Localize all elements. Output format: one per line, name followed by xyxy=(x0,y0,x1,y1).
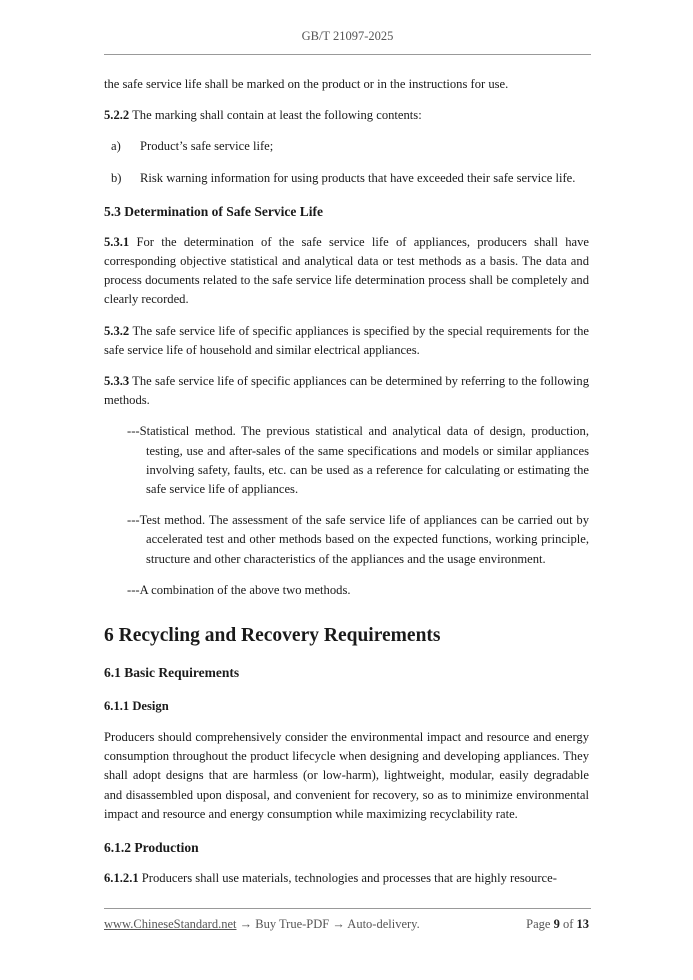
running-header: GB/T 21097-2025 xyxy=(301,29,394,43)
clause-text: Producers shall use materials, technologies and processes that are highly resource- xyxy=(138,871,557,886)
page-indicator xyxy=(526,917,589,932)
clause-text: The safe service life of specific appliances is specified by the special requirements for the safe service life of household and similar electrical appliances. xyxy=(104,323,589,357)
paragraph-design: Producers should comprehensively consider the environmental impact and resource and energy consumption throughout the product lifecycle when designing and developing appliances. They shall adopt designs that are harmless (or low-harm), lightweight, modular, easily degradable and disassembled upon disposal, and convenient for recovery, so as to minimize environmental impact and resource and energy consumption while maximizing recyclability rate. xyxy=(104,730,589,821)
list-item-b xyxy=(104,169,589,188)
footer-divider xyxy=(104,908,591,909)
clause-number: 5.3.1 xyxy=(104,234,130,249)
header-divider xyxy=(104,54,591,55)
clause-text: For the determination of the safe service life of appliances, producers shall have corresponding objective statistical and analytical data or test methods as a basis. The data and process documents related to the safe service life determination process shall be completely and clearly recorded. xyxy=(104,234,589,307)
of-word: of xyxy=(559,917,577,931)
clause-number: 5.3.2 xyxy=(104,323,130,338)
heading-6-1-2: 6.1.2 Production xyxy=(104,840,199,856)
clause-5-3-3 xyxy=(104,372,589,410)
clause-number: 5.2.2 xyxy=(104,108,130,123)
page-total: 13 xyxy=(576,917,589,931)
document-body xyxy=(104,75,589,888)
page-footer xyxy=(104,917,589,932)
list-item-a xyxy=(104,137,589,156)
heading-6-1-1: 6.1.1 Design xyxy=(104,699,169,714)
list-marker: b) xyxy=(111,170,122,185)
clause-5-2-2 xyxy=(104,106,589,125)
footer-tagline: → Buy True-PDF → Auto-delivery. xyxy=(236,917,420,931)
heading-6-1: 6.1 Basic Requirements xyxy=(104,665,240,681)
page-number: 9 xyxy=(553,917,560,931)
clause-text: The safe service life of specific appliances can be determined by referring to the following methods. xyxy=(104,374,589,408)
list-text: Product’s safe service life; xyxy=(140,139,274,154)
clause-5-3-2 xyxy=(104,322,589,360)
clause-6-1-2-1 xyxy=(104,869,589,888)
heading-6: 6 Recycling and Recovery Requirements xyxy=(104,625,441,647)
list-marker: a) xyxy=(111,139,121,154)
clause-number: 5.3.3 xyxy=(104,374,130,389)
page-word: Page xyxy=(526,917,554,931)
clause-5-3-1 xyxy=(104,233,589,310)
website-link[interactable]: www.ChineseStandard.net xyxy=(104,917,237,931)
method-combination: ---A combination of the above two methods. xyxy=(127,582,351,597)
list-text: Risk warning information for using products that have exceeded their safe service life. xyxy=(140,170,576,185)
method-test: ---Test method. The assessment of the safe service life of appliances can be carried out by accelerated test and other methods based on the expected functions, working principle, structure and other characteristics of the appliances and the usage environment. xyxy=(127,513,589,566)
paragraph-intro: the safe service life shall be marked on the product or in the instructions for use. xyxy=(104,77,509,91)
clause-text: The marking shall contain at least the following contents: xyxy=(129,108,422,123)
heading-5-3: 5.3 Determination of Safe Service Life xyxy=(104,203,323,219)
clause-number: 6.1.2.1 xyxy=(104,871,139,886)
method-statistical: ---Statistical method. The previous statistical and analytical data of design, production, testing, use and after-sales of the same specifications and models or similar appliances involving safety, faults, etc. can be used as a reference for calculating or estimating the safe service life of appliances. xyxy=(127,424,589,497)
footer-promo xyxy=(104,917,420,932)
